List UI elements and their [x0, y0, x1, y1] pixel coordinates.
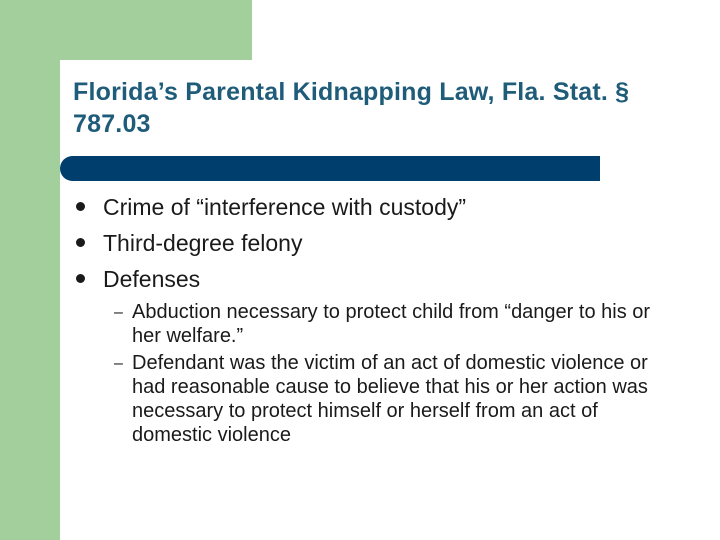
slide-title: Florida’s Parental Kidnapping Law, Fla. Stat. § 787.03 — [73, 78, 630, 138]
bullet-list — [73, 189, 693, 297]
bullet-item — [73, 261, 693, 297]
bullet-text: Defenses — [103, 266, 201, 292]
dash-icon: – — [114, 355, 123, 372]
bullet-item — [73, 189, 693, 225]
bullet-text: Third-degree felony — [103, 230, 303, 256]
bullet-dot-icon — [76, 202, 85, 211]
decorative-green-block-top — [60, 0, 252, 60]
sub-bullet-item — [114, 351, 674, 447]
dash-icon: – — [114, 304, 123, 321]
bullet-item — [73, 225, 693, 261]
sub-bullet-item — [114, 300, 674, 348]
sub-bullet-list — [114, 300, 674, 450]
title-divider-bar — [60, 156, 600, 181]
bullet-dot-icon — [76, 274, 85, 283]
bullet-text: Crime of “interference with custody” — [103, 194, 467, 220]
bullet-dot-icon — [76, 238, 85, 247]
sub-bullet-text: Abduction necessary to protect child from “danger to his or her welfare.” — [132, 301, 651, 347]
decorative-green-bar-left — [0, 0, 60, 540]
sub-bullet-text: Defendant was the victim of an act of domestic violence or had reasonable cause to believe that his or her action was necessary to protect himself or herself from an act of domestic violence — [132, 352, 648, 446]
